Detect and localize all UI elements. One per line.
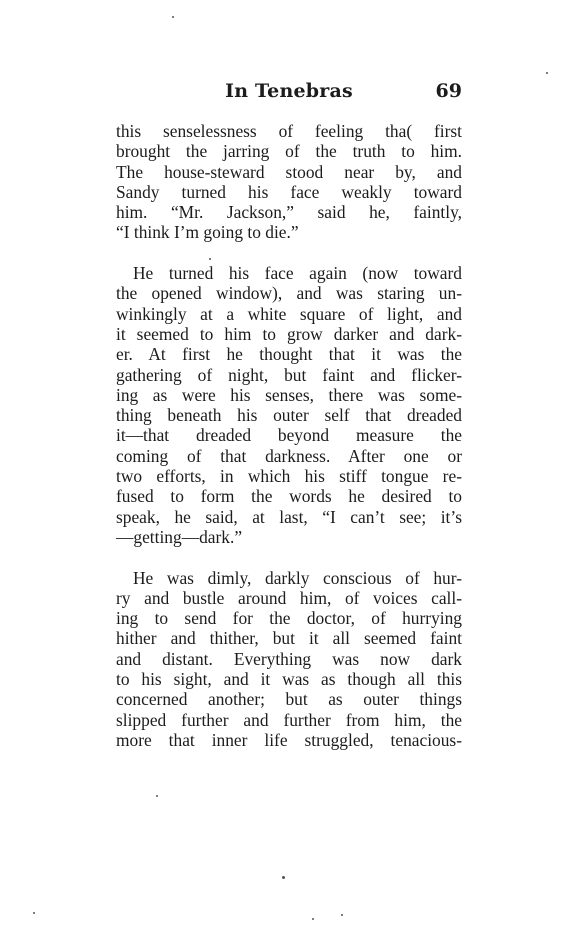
paragraph-3 [116,568,462,751]
text-line: speak, he said, at last, “I can’t see; it’s [116,506,462,527]
body-text [116,121,462,750]
text-line: it seemed to him to grow darker and dark- [116,323,462,344]
text-line: Sandy turned his face weakly toward [116,181,462,202]
paper-speck [33,912,35,914]
text-line: ing as were his senses, there was some- [116,384,462,405]
text-line: He was dimly, darkly conscious of hur- [133,567,462,588]
text-line: ry and bustle around him, of voices call- [116,587,462,608]
text-line: “I think I’m going to die.” [116,222,299,243]
text-line: The house-steward stood near by, and [116,161,462,182]
text-line: concerned another; but as outer things [116,689,462,710]
running-title: In Tenebras [225,80,353,102]
text-line: gathering of night, but faint and flicker- [116,364,462,385]
paper-speck [172,16,174,18]
text-line: coming of that darkness. After one or [116,445,462,466]
text-line: slipped further and further from him, the [116,709,462,730]
running-head [116,80,462,104]
page-number: 69 [435,80,462,102]
paper-speck [209,258,211,260]
paper-speck [546,72,548,74]
text-line: er. At first he thought that it was the [116,344,462,365]
paragraph-spacer [116,243,462,263]
paragraph-1 [116,121,462,243]
paper-speck [312,918,314,920]
text-line: He turned his face again (now toward [133,263,462,284]
text-line: —getting—dark.” [116,526,243,547]
text-line: fused to form the words he desired to [116,486,462,507]
paragraph-2 [116,263,462,547]
paper-speck [341,914,343,916]
text-line: ing to send for the doctor, of hurrying [116,608,462,629]
text-line: thing beneath his outer self that dreaded [116,405,462,426]
paragraph-spacer [116,547,462,567]
text-line: to his sight, and it was as though all this [116,669,462,690]
text-line: more that inner life struggled, tenacious- [116,729,462,750]
text-line: hither and thither, but it all seemed faint [116,628,462,649]
text-line: it—that dreaded beyond measure the [116,425,462,446]
text-line: him. “Mr. Jackson,” said he, faintly, [116,202,462,223]
text-line: two efforts, in which his stiff tongue re- [116,466,462,487]
text-line: brought the jarring of the truth to him. [116,141,462,162]
text-line: and distant. Everything was now dark [116,648,462,669]
text-line: winkingly at a white square of light, and [116,303,462,324]
paper-speck [282,876,285,879]
paper-speck [156,795,158,797]
text-line: the opened window), and was staring un- [116,283,462,304]
text-line: this senselessness of feeling tha( first [116,121,462,141]
